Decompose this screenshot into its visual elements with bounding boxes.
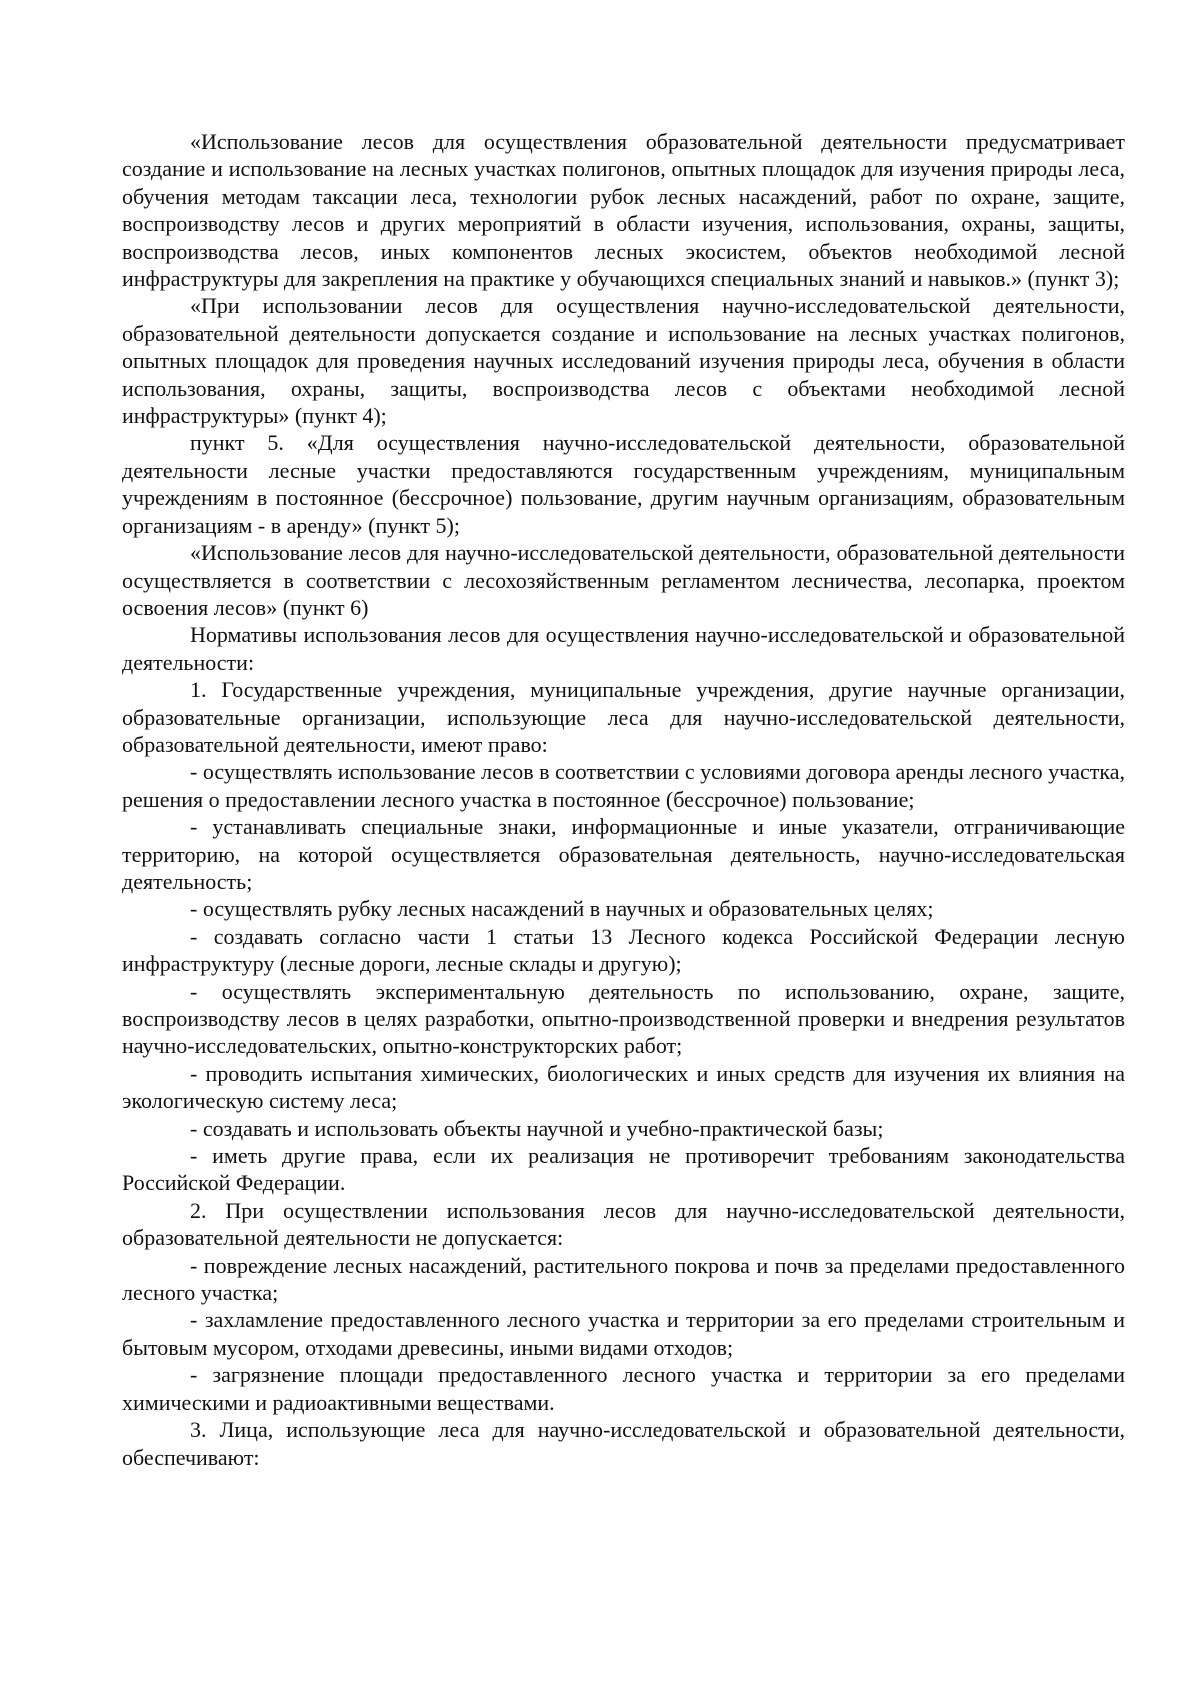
paragraph-11: - осуществлять экспериментальную деятельность по использованию, охране, защите, воспроизводству лесов в целях разработки, опытно-производственной проверки и внедрения результатов научно-исследовательских, опытно-конструкторских работ; xyxy=(122,978,1125,1059)
paragraph-2: «При использовании лесов для осуществления научно-исследовательской деятельности, образовательной деятельности допускается создание и использование на лесных участках полигонов, опытных площадок для проведения научных исследований изучения природы леса, обучения в области использования, охраны, защиты, воспроизводства лесов с объектами необходимой лесной инфраструктуры» (пункт 4); xyxy=(122,293,1125,429)
document-page xyxy=(122,128,1125,1471)
paragraph-7: - осуществлять использование лесов в соответствии с условиями договора аренды лесного участка, решения о предоставлении лесного участка в постоянное (бессрочное) пользование; xyxy=(122,759,1125,812)
paragraph-13: - создавать и использовать объекты научной и учебно-практической базы; xyxy=(190,1115,884,1141)
paragraph-1: «Использование лесов для осуществления образовательной деятельности предусматривает создание и использование на лесных участках полигонов, опытных площадок для изучения природы леса, обучения методам таксации леса, технологии рубок лесных насаждений, работ по охране, защите, воспроизводству лесов и других мероприятий в области изучения, использования, охраны, защиты, воспроизводства лесов, иных компонентов лесных экосистем, объектов необходимой лесной инфраструктуры для закрепления на практике у обучающихся специальных знаний и навыков.» (пункт 3); xyxy=(122,129,1125,292)
paragraph-14: - иметь другие права, если их реализация не противоречит требованиям законодательства Российской Федерации. xyxy=(122,1143,1125,1196)
paragraph-17: - захламление предоставленного лесного участка и территории за его пределами строительным и бытовым мусором, отходами древесины, иными видами отходов; xyxy=(122,1307,1125,1360)
paragraph-9: - осуществлять рубку лесных насаждений в научных и образовательных целях; xyxy=(190,896,934,922)
paragraph-19: 3. Лица, использующие леса для научно-исследовательской и образовательной деятельности, обеспечивают: xyxy=(122,1417,1125,1470)
paragraph-6: 1. Государственные учреждения, муниципальные учреждения, другие научные организации, образовательные организации, использующие леса для научно-исследовательской деятельности, образовательной деятельности, имеют право: xyxy=(122,677,1125,757)
paragraph-16: - повреждение лесных насаждений, растительного покрова и почв за пределами предоставленного лесного участка; xyxy=(122,1252,1125,1306)
paragraph-3: пункт 5. «Для осуществления научно-исследовательской деятельности, образовательной деятельности лесные участки предоставляются государственным учреждениям, муниципальным учреждениям в постоянное (бессрочное) пользование, другим научным организациям, образовательным организациям - в аренду» (пункт 5); xyxy=(122,430,1125,538)
paragraph-15: 2. При осуществлении использования лесов для научно-исследовательской деятельности, образовательной деятельности не допускается: xyxy=(122,1197,1125,1251)
paragraph-5: Нормативы использования лесов для осуществления научно-исследовательской и образовательной деятельности: xyxy=(122,622,1125,675)
paragraph-4: «Использование лесов для научно-исследовательской деятельности, образовательной деятельности осуществляется в соответствии с лесохозяйственным регламентом лесничества, лесопарка, проектом освоения лесов» (пункт 6) xyxy=(122,540,1125,620)
paragraph-8: - устанавливать специальные знаки, информационные и иные указатели, отграничивающие территорию, на которой осуществляется образовательная деятельность, научно-исследовательская деятельность; xyxy=(122,814,1125,894)
paragraph-18: - загрязнение площади предоставленного лесного участка и территории за его пределами химическими и радиоактивными веществами. xyxy=(122,1362,1125,1415)
paragraph-10: - создавать согласно части 1 статьи 13 Лесного кодекса Российской Федерации лесную инфраструктуру (лесные дороги, лесные склады и другую); xyxy=(122,923,1125,977)
paragraph-12: - проводить испытания химических, биологических и иных средств для изучения их влияния на экологическую систему леса; xyxy=(122,1060,1125,1114)
